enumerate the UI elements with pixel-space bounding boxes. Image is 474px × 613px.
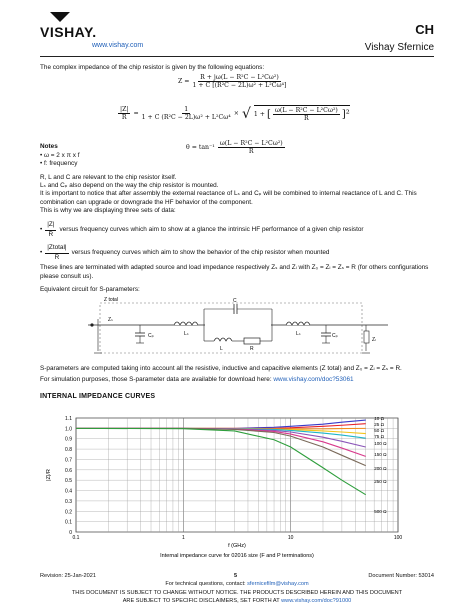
chart-xtick-label: 1 xyxy=(181,535,185,541)
footer-contact-email[interactable]: sfernicefilm@vishay.com xyxy=(247,581,309,587)
chart-legend-label: 100 Ω xyxy=(374,441,387,446)
chart-xtick-label: 0.1 xyxy=(72,535,80,541)
body-p1: R, L and C are relevant to the chip resistor itself. xyxy=(40,174,177,181)
sparameter-download-link[interactable]: www.vishay.com/doc?53061 xyxy=(273,376,354,383)
chart-ytick-label: 1.0 xyxy=(65,426,72,433)
eq-theta-fraction xyxy=(218,140,285,155)
company-name: Vishay Sfernice xyxy=(364,42,434,53)
brand-name: VISHAY. xyxy=(40,24,97,40)
chart-legend-label: 500 Ω xyxy=(374,509,387,514)
chart-ytick-label: 0.6 xyxy=(65,467,72,474)
bullet-1-frac-den: R xyxy=(48,230,54,238)
body-p3: It is important to notice that after assembly the external reactance of Lₛ and Cₚ will be combined to internal reactance of L and C. This combination can upgrade or downgrade the HF behavior of the component. xyxy=(40,190,417,206)
chart-legend-label: 10 Ω xyxy=(374,416,385,421)
eq-zr-lhs xyxy=(118,106,130,121)
circuit-label-ztotal: Z total xyxy=(104,297,118,303)
inductor-ls-right xyxy=(286,322,310,325)
chart-ticks xyxy=(65,416,402,541)
eq-z-numerator: R + jω(L − R²C − L²Cω²) xyxy=(200,74,279,81)
chart-ytick-label: 0.5 xyxy=(65,478,72,485)
eq-zr-sqrt-a: 1 + xyxy=(253,111,265,118)
chart-legend-label: 150 Ω xyxy=(374,452,387,457)
footer-page-number: 5 xyxy=(234,573,238,579)
section-title: INTERNAL IMPEDANCE CURVES xyxy=(40,393,156,400)
chart-series-line xyxy=(76,428,366,465)
eq-zr-fraction xyxy=(142,106,231,121)
eq-z-denominator: 1 + C [(R²C − 2L)ω² + L²Cω⁴] xyxy=(192,82,287,89)
chart-ytick-label: 0.9 xyxy=(65,436,72,443)
header-url-link[interactable]: www.vishay.com xyxy=(92,42,144,49)
body-p4: This is why we are displaying three sets of data: xyxy=(40,207,176,214)
eq-theta-lhs: θ = tan⁻¹ xyxy=(186,144,215,151)
chart-ytick-label: 0.8 xyxy=(65,447,72,454)
header-divider xyxy=(40,56,434,57)
bullet-1: • $\frac{|Z|}{R}$ versus frequency curves which aim to show at a glance the intrinsic HF performance of a given chip resistor xyxy=(40,221,364,238)
equivalent-circuit-diagram xyxy=(88,297,388,361)
equation-z xyxy=(178,74,286,89)
chart-ytick-label: 0.3 xyxy=(65,498,72,505)
circuit-label-r: R xyxy=(250,346,254,352)
chart-ytick-label: 0.7 xyxy=(65,457,72,464)
circuit-label-l: L xyxy=(220,346,223,352)
footer-revision: Revision: 25-Jan-2021 xyxy=(40,573,96,579)
footer-disclaimer-2 xyxy=(0,598,474,604)
eq-zr-times: × xyxy=(233,110,239,117)
eq-z-fraction xyxy=(192,74,286,89)
bullet-2: • |Ztotal| R versus frequency curves which aim to show the behavior of the chip resistor when mounted xyxy=(40,244,330,261)
circuit-label-zs: Zₛ xyxy=(108,317,113,323)
chart-legend-label: 75 Ω xyxy=(374,434,385,439)
intro-text: The complex impedance of the chip resistor is given by the following equations: xyxy=(40,64,265,71)
notes-item-1: • ω = 2 x π x f xyxy=(40,152,80,159)
doc-code: CH xyxy=(415,22,434,37)
bullet-1-text: versus frequency curves which aim to show at a glance the intrinsic HF performance of a given chip resistor xyxy=(59,225,364,233)
bullet-2-frac-den: R xyxy=(54,253,60,261)
ztotal-box xyxy=(100,303,362,353)
chart-ytick-label: 1.1 xyxy=(65,416,72,422)
chart-grid xyxy=(76,418,398,532)
footer-contact xyxy=(0,581,474,587)
chart-ytick-label: 0.4 xyxy=(65,488,72,495)
eq-theta-num: ω(L − R²C − L²Cω²) xyxy=(219,140,283,147)
chart-series-line xyxy=(76,428,366,494)
bullet-2-text: versus frequency curves which aim to show the behavior of the chip resistor when mounted xyxy=(71,248,330,256)
circuit-label-c: C xyxy=(233,298,237,304)
chart-ytick-label: 0.2 xyxy=(65,509,72,516)
body-p6: Equivalent circuit for S-parameters: xyxy=(40,286,140,293)
chart-frame xyxy=(76,418,398,532)
body-p8-text: For simulation purposes, those S-parameter data are available for download here: xyxy=(40,376,272,383)
chart-xtick-label: 10 xyxy=(287,535,294,541)
equation-theta xyxy=(186,140,285,155)
footer-contact-text: For technical questions, contact: xyxy=(165,581,246,587)
body-p8 xyxy=(40,376,354,385)
footer-doc-number: Document Number: 53014 xyxy=(368,573,434,579)
bullet-1-frac-num: |Z| xyxy=(45,221,56,231)
chart-series xyxy=(76,420,366,495)
eq-zr-sqrt-num: ω(L − R²C − L²Cω²) xyxy=(274,107,338,114)
chart-series-line xyxy=(76,420,366,428)
chart-legend-label: 50 Ω xyxy=(374,428,385,433)
notes-title: Notes xyxy=(40,143,58,150)
chart-caption: Internal impedance curve for 02016 size (F and P terminations) xyxy=(160,553,314,559)
bullet-2-frac xyxy=(45,244,68,262)
eq-zr-sqrt-den: R xyxy=(304,115,309,122)
body-p7: S-parameters are computed taking into account all the resistive, inductive and capacitive elements (Z total) and Z₀ = Zₗ = Zₛ = R. xyxy=(40,365,402,372)
chart-ylabel: |Z|/R xyxy=(46,469,52,481)
impedance-chart xyxy=(40,412,440,560)
eq-zr-sqrt-frac xyxy=(273,107,340,122)
eq-zr-sqrt: 1 + [ $\frac{\text{ω(L − R²C − L²Cω²)}}{R}$ ]² xyxy=(253,107,350,122)
footer-disclaimer-link[interactable]: www.vishay.com/doc?91000 xyxy=(281,598,352,604)
eq-zr-num: 1 xyxy=(184,106,189,113)
chart-xtick-label: 100 xyxy=(393,535,403,541)
circuit-label-zl: Zₗ xyxy=(372,337,376,343)
chart-xlabel: f (GHz) xyxy=(228,543,246,549)
circuit-label-ls-right: Lₛ xyxy=(296,331,301,337)
load-impedance xyxy=(364,331,369,343)
inductor-ls-left xyxy=(174,322,198,325)
circuit-label-cp-left: Cₚ xyxy=(148,333,154,339)
eq-zr-lhs-num: |Z| xyxy=(120,106,129,113)
chart-ytick-label: 0 xyxy=(69,530,72,536)
circuit-label-cp-right: Cₚ xyxy=(332,333,338,339)
eq-z-lhs: Z = xyxy=(178,78,190,85)
notes-item-2: • f: frequency xyxy=(40,160,78,167)
chart-legend xyxy=(374,416,387,514)
chart-legend-label: 200 Ω xyxy=(374,466,387,471)
bullet-2-frac-num: |Ztotal| xyxy=(45,244,68,254)
eq-theta-den: R xyxy=(248,148,254,155)
footer-disclaimer-1: THIS DOCUMENT IS SUBJECT TO CHANGE WITHOUT NOTICE. THE PRODUCTS DESCRIBED HEREIN AND THIS DOCUMENT xyxy=(71,590,403,596)
inductor-l xyxy=(214,338,232,341)
chart-legend-label: 25 Ω xyxy=(374,422,385,427)
chart-legend-label: 250 Ω xyxy=(374,479,387,484)
eq-zr-lhs-den: R xyxy=(121,114,127,121)
chart-ytick-label: 0.1 xyxy=(65,519,72,526)
sqrt-icon: √ xyxy=(241,105,251,122)
equation-zr: $\frac{|Z|}{R}$ = $\frac{1}{\text{1 + C (R²C − 2L)ω² + L²Cω⁴}}$ × √ 1 + [ $\frac{\text{ω(L − R²C − L²Cω²)}}{R}$ ]² xyxy=(120,105,350,122)
circuit-label-ls-left: Lₛ xyxy=(184,331,189,337)
bullet-1-frac xyxy=(45,221,56,239)
resistor-r xyxy=(244,338,260,344)
eq-zr-den: 1 + C (R²C − 2L)ω² + L²Cω⁴ xyxy=(141,114,231,121)
body-p5: These lines are terminated with adapted source and load impedance respectively Zₛ and Zₗ with Z₀ = Zₗ = Zₛ = R (for others configurations please consult us). xyxy=(40,264,429,280)
body-p2: Lₛ and Cₚ also depend on the way the chip resistor is mounted. xyxy=(40,182,219,189)
footer-disclaimer-2-text: ARE SUBJECT TO SPECIFIC DISCLAIMERS, SET FORTH AT xyxy=(122,598,280,604)
